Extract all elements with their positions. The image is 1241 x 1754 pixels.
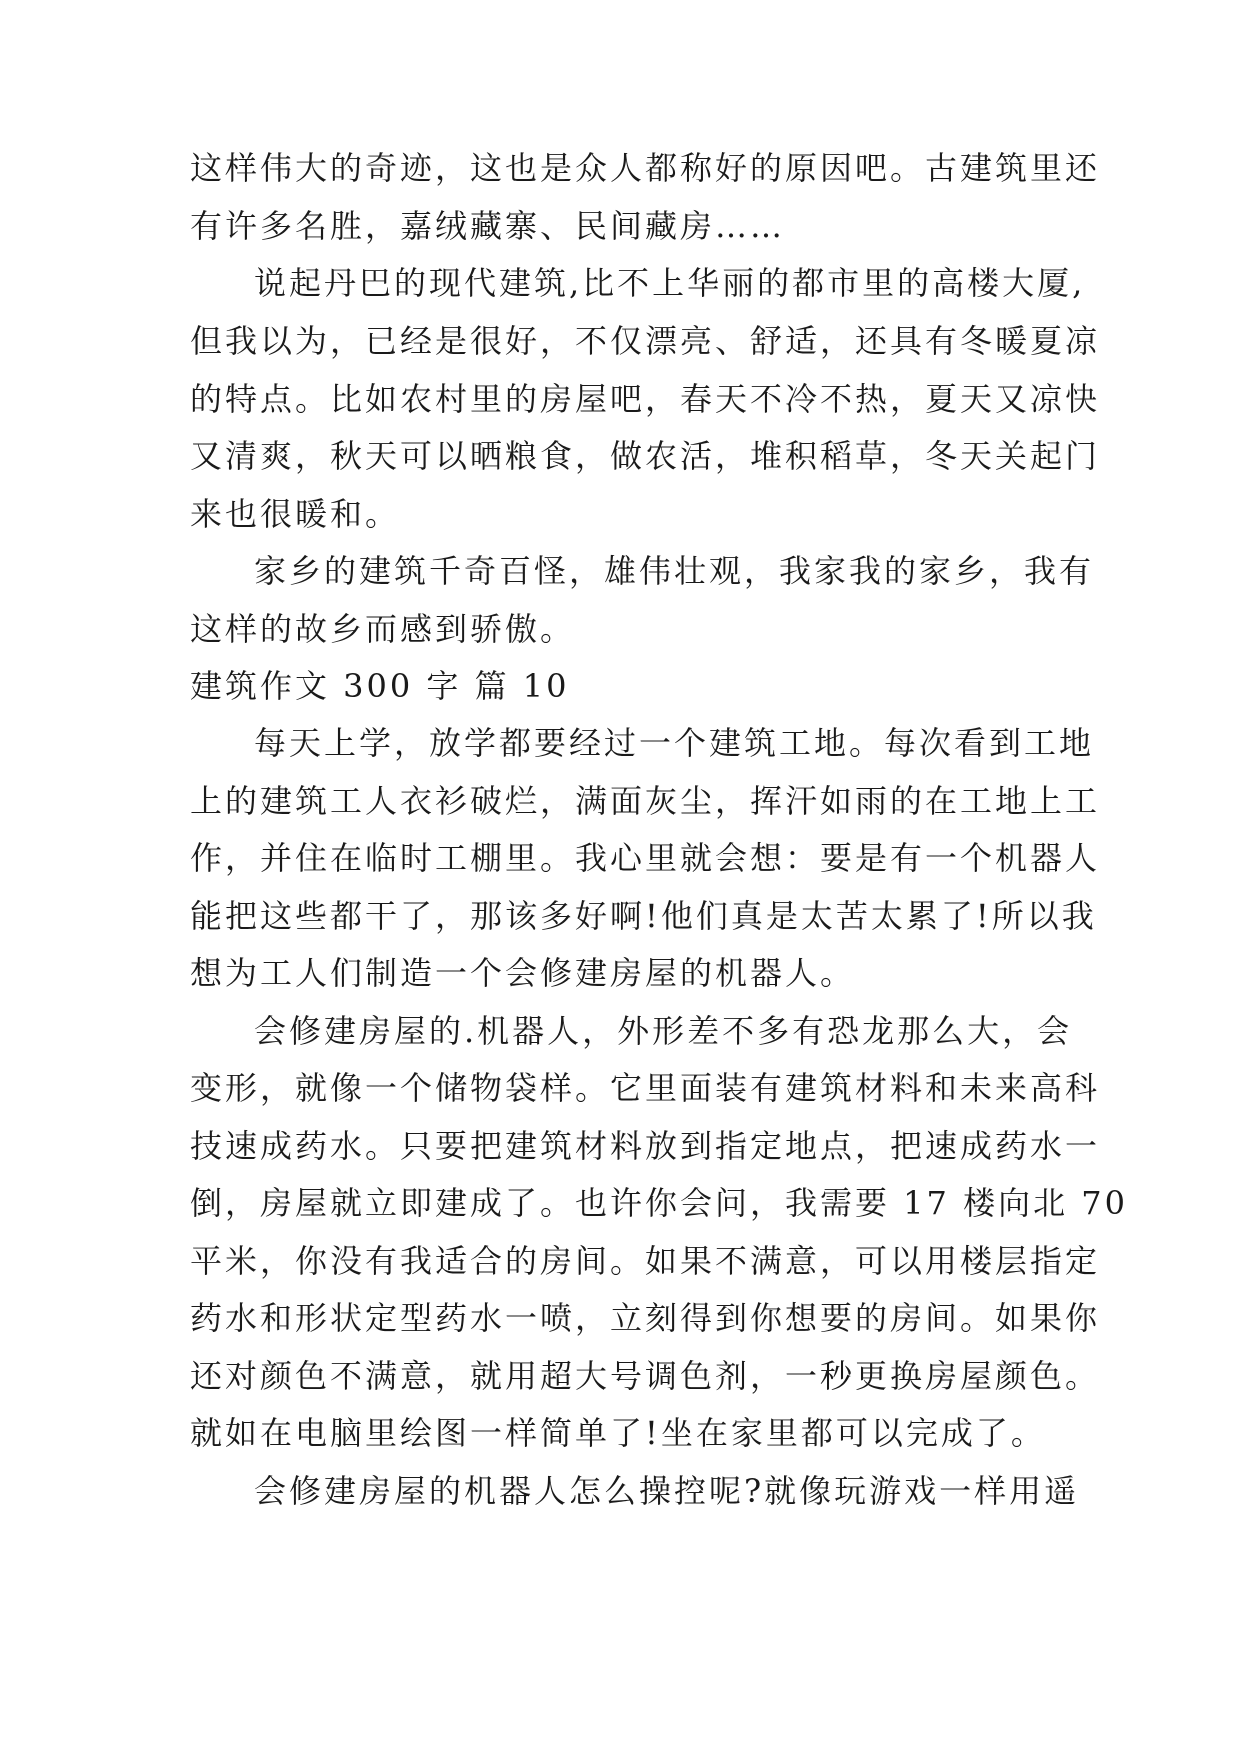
text-line: 又清爽，秋天可以晒粮食，做农活，堆积稻草，冬天关起门 [190, 437, 1101, 475]
text-line: 还对颜色不满意，就用超大号调色剂，一秒更换房屋颜色。 [190, 1357, 1101, 1395]
section-heading: 建筑作文 300 字 篇 10 [190, 667, 570, 705]
text-line: 这样的故乡而感到骄傲。 [190, 610, 576, 648]
text-line: 能把这些都干了，那该多好啊!他们真是太苦太累了!所以我 [190, 897, 1097, 935]
paragraph-start-line: 说起丹巴的现代建筑,比不上华丽的都市里的高楼大厦, [254, 264, 1086, 302]
paragraph-start-line: 家乡的建筑千奇百怪，雄伟壮观，我家我的家乡，我有 [254, 552, 1095, 590]
text-line: 就如在电脑里绘图一样简单了!坐在家里都可以完成了。 [190, 1414, 1046, 1452]
text-line: 作，并住在临时工棚里。我心里就会想：要是有一个机器人 [190, 839, 1101, 877]
text-line: 的特点。比如农村里的房屋吧，春天不冷不热，夏天又凉快 [190, 380, 1101, 418]
text-line: 来也很暖和。 [190, 495, 401, 533]
text-line: 药水和形状定型药水一喷，立刻得到你想要的房间。如果你 [190, 1299, 1101, 1337]
text-line: 上的建筑工人衣衫破烂，满面灰尘，挥汗如雨的在工地上工 [190, 782, 1101, 820]
text-line: 倒，房屋就立即建成了。也许你会问，我需要 17 楼向北 70 [190, 1184, 1128, 1222]
text-line: 但我以为，已经是很好，不仅漂亮、舒适，还具有冬暖夏凉 [190, 322, 1101, 360]
text-line: 技速成药水。只要把建筑材料放到指定地点，把速成药水一 [190, 1127, 1101, 1165]
paragraph-start-line: 会修建房屋的机器人怎么操控呢?就像玩游戏一样用遥 [254, 1472, 1080, 1510]
text-line: 有许多名胜，嘉绒藏寨、民间藏房…… [190, 207, 786, 245]
text-line: 这样伟大的奇迹，这也是众人都称好的原因吧。古建筑里还 [190, 149, 1101, 187]
text-line: 变形，就像一个储物袋样。它里面装有建筑材料和未来高科 [190, 1069, 1101, 1107]
text-line: 平米，你没有我适合的房间。如果不满意，可以用楼层指定 [190, 1242, 1101, 1280]
paragraph-start-line: 每天上学，放学都要经过一个建筑工地。每次看到工地 [254, 724, 1095, 762]
paragraph-start-line: 会修建房屋的.机器人，外形差不多有恐龙那么大，会 [254, 1012, 1073, 1050]
text-line: 想为工人们制造一个会修建房屋的机器人。 [190, 954, 856, 992]
